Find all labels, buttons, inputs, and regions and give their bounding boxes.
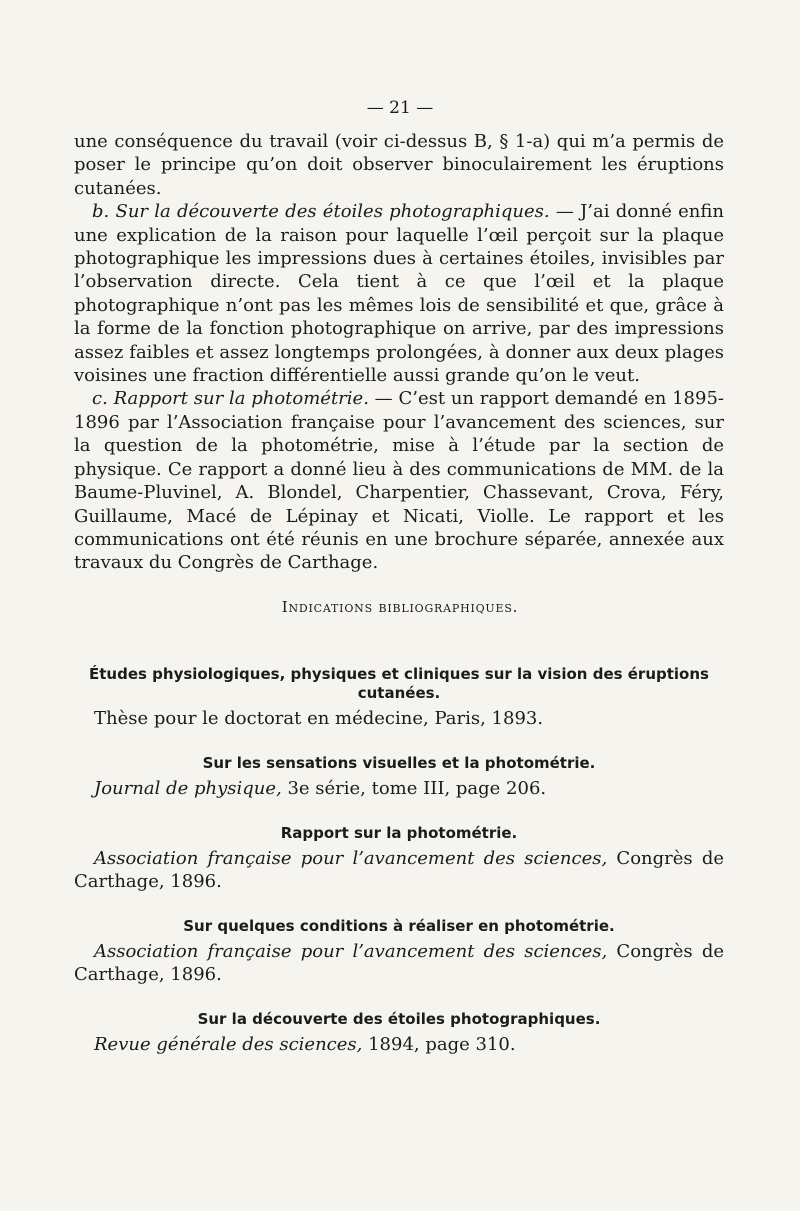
paragraph-text: — C’est un rapport demandé en 1895-1896 par l’Association française pour l’avancement des sciences, sur la question de la photométrie, mise à l’étude par la section de physique. Ce rapport a donné lieu à des communications de MM. de la Baume-Pluvinel, A. Blondel, Charpentier, Chassevant, Crova, Féry, Guillaume, Macé de Lépinay et Nicati, Violle. Le rapport et les communications ont été réunis en une brochure séparée, annexée aux travaux du Congrès de Carthage. [74, 388, 724, 574]
entry-ref-text: 1894, page 310. [362, 1034, 516, 1055]
body-text [74, 130, 724, 575]
entry-reference [74, 707, 724, 730]
entry-ref-text: Congrès de Carthage, 1896. [74, 848, 724, 892]
paragraph-label: c. [92, 388, 108, 410]
entry-ref-italic: Association française pour l’avancement des sciences, [94, 941, 608, 962]
page-number: — 21 — [366, 98, 434, 118]
entry-title: Sur les sensations visuelles et la photométrie. [202, 754, 596, 772]
paragraph-title: Sur la découverte des étoiles photographiques. [115, 201, 550, 223]
paragraph-title: Rapport sur la photométrie. [113, 388, 369, 410]
bibliography-entry [74, 665, 724, 730]
entry-reference [74, 1033, 724, 1056]
entry-title: Sur quelques conditions à réaliser en photométrie. [183, 917, 615, 935]
entry-ref-italic: Journal de physique, [94, 778, 282, 799]
entry-ref-text: Thèse pour le doctorat en médecine, Paris, 1893. [94, 708, 544, 729]
entry-title: Études physiologiques, physiques et cliniques sur la vision des éruptions cutanées. [89, 665, 709, 702]
entry-title: Sur la découverte des étoiles photographiques. [197, 1010, 601, 1028]
paragraph-continuation: une conséquence du travail (voir ci-dessus B, § 1-a) qui m’a permis de poser le principe qu’on doit observer binoculairement les éruptions cutanées. [74, 131, 724, 199]
entry-ref-italic: Association française pour l’avancement des sciences, [94, 848, 608, 869]
bibliography-entry [74, 754, 724, 800]
entry-ref-italic: Revue générale des sciences, [94, 1034, 363, 1055]
paragraph-etoiles [74, 200, 724, 387]
entry-title: Rapport sur la photométrie. [280, 824, 518, 842]
section-heading: Indications bibliographiques. [281, 598, 519, 616]
bibliography [74, 665, 724, 1056]
entry-reference [74, 777, 724, 800]
entry-reference [74, 940, 724, 986]
bibliography-entry [74, 824, 724, 893]
paragraph-label: b. [92, 201, 110, 223]
paragraph-photometrie [74, 387, 724, 574]
bibliography-entry [74, 1010, 724, 1056]
paragraph-text: — J’ai donné enfin une explication de la raison pour laquelle l’œil perçoit sur la plaque photographique les impressions dues à certaines étoiles, invisibles par l’observation directe. Cela tient à ce que l’œil et la plaque photographique n’ont pas les mêmes lois de sensibilité et que, grâce à la forme de la fonction photographique on arrive, par des impressions assez faibles et assez longtemps prolongées, à donner aux deux plages voisines une fraction différentielle aussi grande qu’on le veut. [74, 201, 725, 387]
entry-reference [74, 847, 724, 893]
entry-ref-text: Congrès de Carthage, 1896. [74, 941, 724, 985]
entry-ref-text: 3e série, tome III, page 206. [281, 778, 547, 799]
bibliography-entry [74, 917, 724, 986]
